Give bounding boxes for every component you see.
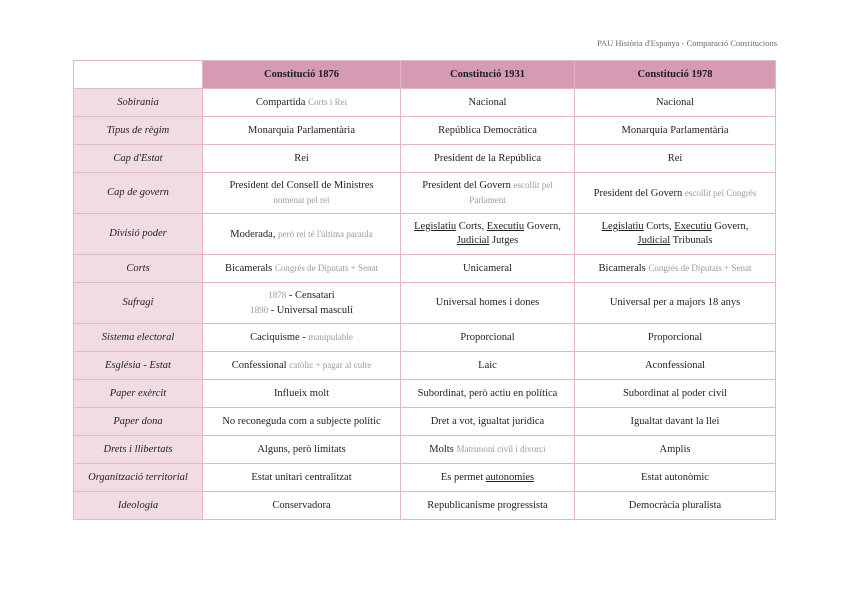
cell-text: Aconfessional — [644, 359, 706, 371]
cell-1978 — [575, 408, 776, 436]
cell-text: Caciquisme - — [250, 332, 306, 343]
column-header-1978: Constitució 1978 — [575, 61, 776, 89]
table-row — [74, 214, 776, 255]
cell-text: Estat unitari centralitzat — [251, 471, 352, 483]
table-row — [74, 492, 776, 520]
cell-1931 — [401, 352, 575, 380]
table-row — [74, 464, 776, 492]
cell-1931 — [401, 408, 575, 436]
row-label-drets-llibertats: Drets i llibertats — [74, 436, 203, 464]
cell-1931 — [401, 117, 575, 145]
cell-text: Compartida — [255, 97, 306, 108]
cell-text: Igualtat davant la llei — [630, 415, 720, 427]
cell-text: Nacional — [656, 96, 694, 108]
cell-text: Rei — [667, 152, 683, 164]
cell-1876 — [203, 89, 401, 117]
cell-1978 — [575, 380, 776, 408]
cell-text: Conservadora — [272, 499, 331, 511]
cell-text: Unicameral — [463, 262, 512, 274]
cell-1978 — [575, 214, 776, 255]
row-label-corts: Corts — [74, 255, 203, 283]
cell-text: Proporcional — [460, 331, 515, 343]
cell-1978 — [575, 283, 776, 324]
cell-text: Universal per a majors 18 anys — [609, 297, 741, 308]
cell-text: Es permet — [440, 471, 484, 483]
cell-1978 — [575, 117, 776, 145]
document-header-note: PAU Història d'Espanya - Comparació Constitucions — [597, 38, 777, 48]
legislatiu-term: Legislatiu — [601, 221, 644, 232]
table-row — [74, 117, 776, 145]
year-label: 1878 — [268, 290, 287, 300]
cell-1876 — [203, 464, 401, 492]
cell-text: Subordinat al poder civil — [622, 387, 728, 399]
cell-1931 — [401, 464, 575, 492]
row-label-divisio-poder: Divisió poder — [74, 214, 203, 255]
cell-text: Alguns, però limitats — [257, 443, 346, 455]
cell-text: Monarquia Parlamentària — [621, 124, 729, 136]
cell-note: Corts i Rei — [308, 97, 348, 107]
row-label-organitzacio-territorial: Organització territorial — [74, 464, 203, 492]
cell-1931 — [401, 214, 575, 255]
cell-text: Universal homes i dones — [435, 297, 540, 308]
cell-text: Subordinat, però actiu en política — [417, 387, 558, 399]
executiu-term: Executiu — [486, 221, 525, 232]
row-label-ideologia: Ideologia — [74, 492, 203, 520]
table-row — [74, 380, 776, 408]
cell-1931 — [401, 324, 575, 352]
judicial-value: Jutges — [492, 235, 519, 246]
cell-1931 — [401, 283, 575, 324]
cell-1931 — [401, 173, 575, 214]
judicial-value: Tribunals — [672, 235, 713, 246]
cell-text: Democràcia pluralista — [628, 499, 722, 511]
cell-text: President del Consell de Ministres — [229, 179, 374, 191]
cell-text: Molts — [429, 444, 454, 455]
cell-note: Congrés de Diputats + Senat — [648, 263, 752, 273]
row-label-cap-govern: Cap de govern — [74, 173, 203, 214]
table-row — [74, 283, 776, 324]
cell-text: Influeix molt — [273, 387, 330, 399]
cell-note: nomenat pel rei — [273, 194, 330, 205]
cell-1876 — [203, 352, 401, 380]
cell-text: President del Govern — [593, 187, 683, 199]
cell-text: República Democràtica — [438, 124, 537, 136]
cell-text: President del Govern — [422, 180, 511, 191]
legislatiu-term: Legislatiu — [414, 221, 457, 232]
row-label-paper-dona: Paper dona — [74, 408, 203, 436]
cell-text: Bicamerals — [225, 263, 273, 274]
column-header-1931: Constitució 1931 — [401, 61, 575, 89]
cell-1978 — [575, 255, 776, 283]
cell-1931 — [401, 492, 575, 520]
table-row — [74, 173, 776, 214]
row-label-sistema-electoral: Sistema electoral — [74, 324, 203, 352]
row-label-tipus-regim: Tipus de règim — [74, 117, 203, 145]
cell-1978 — [575, 352, 776, 380]
cell-text: President de la República — [433, 152, 541, 164]
cell-1876 — [203, 324, 401, 352]
cell-note: però rei té l'última paraula — [278, 228, 373, 239]
cell-1876 — [203, 173, 401, 214]
cell-note: Matrimoni civil i divorci — [456, 444, 546, 454]
executiu-value: Govern, — [526, 221, 561, 232]
cell-1876 — [203, 145, 401, 173]
cell-text: Nacional — [468, 96, 507, 108]
cell-1978 — [575, 464, 776, 492]
table-corner — [74, 61, 203, 89]
cell-1931 — [401, 380, 575, 408]
cell-note: manipulable — [308, 332, 353, 342]
cell-text: - Censatari — [288, 290, 335, 301]
cell-text: Moderada, — [230, 228, 276, 240]
cell-1876 — [203, 436, 401, 464]
cell-1931 — [401, 255, 575, 283]
cell-note: catòlic + pagar al culte — [289, 360, 372, 370]
cell-1876 — [203, 408, 401, 436]
cell-1931 — [401, 436, 575, 464]
cell-1876 — [203, 214, 401, 255]
cell-text: Bicamerals — [598, 263, 646, 274]
judicial-term: Judicial — [637, 235, 671, 246]
table-row — [74, 436, 776, 464]
cell-text: Estat autonòmic — [641, 471, 709, 483]
cell-1876 — [203, 117, 401, 145]
cell-1876 — [203, 380, 401, 408]
row-label-cap-estat: Cap d'Estat — [74, 145, 203, 173]
cell-1978 — [575, 492, 776, 520]
executiu-value: Govern, — [714, 221, 749, 232]
cell-1931 — [401, 89, 575, 117]
cell-1978 — [575, 145, 776, 173]
cell-text: - Universal masculí — [270, 305, 353, 316]
cell-1978 — [575, 89, 776, 117]
table-row — [74, 255, 776, 283]
cell-1876 — [203, 283, 401, 324]
cell-text: No reconeguda com a subjecte polític — [222, 415, 381, 427]
comparison-table — [73, 60, 776, 520]
table-row — [74, 324, 776, 352]
cell-text: Confessional — [231, 360, 287, 371]
autonomies-term: autonomies — [485, 471, 535, 483]
cell-1876 — [203, 492, 401, 520]
legislatiu-value: Corts, — [458, 221, 485, 232]
cell-1876 — [203, 255, 401, 283]
cell-1978 — [575, 436, 776, 464]
cell-text: Proporcional — [647, 331, 703, 343]
column-header-1876: Constitució 1876 — [203, 61, 401, 89]
table-row — [74, 408, 776, 436]
cell-text: Dret a vot, igualtat jurídica — [430, 415, 545, 427]
row-label-sobirania: Sobirania — [74, 89, 203, 117]
cell-1931 — [401, 145, 575, 173]
cell-text: Laic — [478, 359, 497, 371]
cell-text: Republicanisme progressista — [427, 499, 548, 511]
row-label-esglesia-estat: Església - Estat — [74, 352, 203, 380]
cell-note: escollit pel Congrés — [684, 187, 757, 198]
cell-text: Monarquia Parlamentària — [248, 124, 355, 136]
row-label-paper-exercit: Paper exèrcit — [74, 380, 203, 408]
table-row — [74, 352, 776, 380]
cell-1978 — [575, 324, 776, 352]
judicial-term: Judicial — [456, 235, 490, 246]
year-label: 1890 — [250, 305, 269, 315]
cell-text: Amplis — [659, 443, 691, 455]
cell-note: Congrés de Diputats + Senat — [274, 263, 378, 273]
cell-text: Rei — [294, 152, 309, 164]
table-row — [74, 145, 776, 173]
cell-note: escollit pel Parlament — [469, 180, 553, 205]
legislatiu-value: Corts, — [646, 221, 672, 232]
row-label-sufragi: Sufragi — [74, 283, 203, 324]
executiu-term: Executiu — [674, 221, 712, 232]
cell-1978 — [575, 173, 776, 214]
table-row — [74, 89, 776, 117]
